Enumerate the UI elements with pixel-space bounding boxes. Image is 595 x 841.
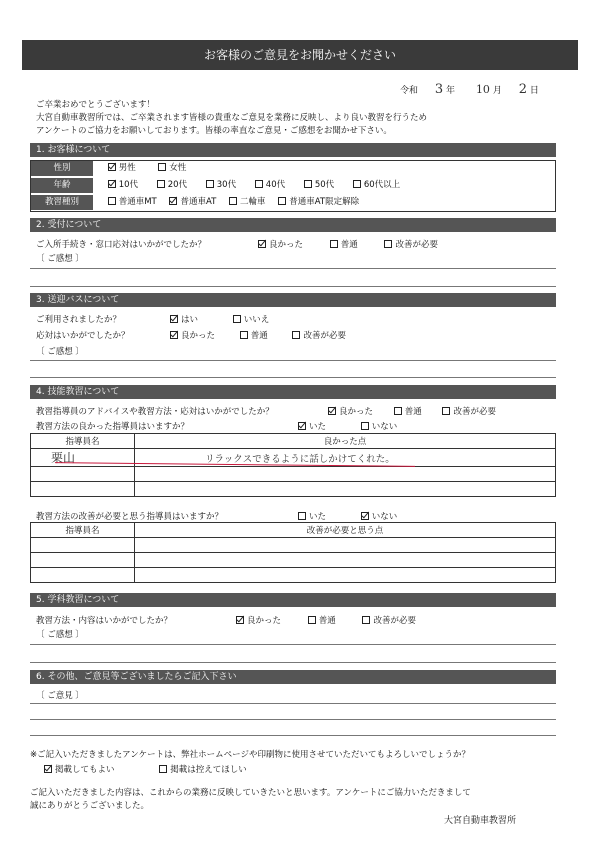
motorcycle-checkbox[interactable]	[229, 197, 237, 205]
s5-comment-label: 〔 ご感想 〕	[36, 630, 84, 640]
s3-no-label: いいえ	[243, 315, 270, 325]
s3-line	[30, 360, 556, 361]
col-instructor-name: 指導員名	[31, 434, 135, 449]
s3-comment-label: 〔 ご感想 〕	[36, 347, 84, 357]
s4-none-improve-label: いない	[371, 512, 398, 522]
s2-normal-checkbox[interactable]	[330, 240, 338, 248]
s3-yes-label: はい	[181, 315, 199, 325]
female-label: 女性	[169, 163, 187, 173]
intro-line-2: 大宮自動車教習所では、ご卒業されます皆様の貴重なご意見を業務に反映し、より良い教習を行うため	[36, 113, 428, 123]
col-improve-points: 改善が必要と思う点	[135, 523, 556, 538]
s4-options-1	[328, 405, 496, 417]
at-release-checkbox[interactable]	[278, 197, 286, 205]
at-checkbox[interactable]	[169, 197, 177, 205]
table-cell[interactable]	[135, 467, 556, 482]
day-value: 2	[518, 82, 527, 97]
table-cell[interactable]	[31, 449, 135, 467]
section-4-header: 4. 技能教習について	[30, 385, 556, 399]
page-title: お客様のご意見をお聞かせください	[22, 40, 578, 70]
s4-had-improve-checkbox[interactable]	[298, 512, 306, 520]
handwritten-instructor-name: 栗山	[51, 451, 76, 465]
s4-question-1: 教習指導員のアドバイスや教習方法・応対はいかがでしたか？	[36, 407, 274, 417]
age-30s-label: 30代	[216, 180, 237, 190]
s3-question-2: 応対はいかがでしたか？	[36, 331, 130, 341]
s5-normal-label: 普通	[318, 616, 336, 626]
s6-line	[30, 735, 556, 736]
age-40s-label: 40代	[265, 180, 286, 190]
age-row	[31, 178, 400, 193]
handwritten-good-point: リラックスできるように話しかけてくれた。	[205, 453, 395, 465]
female-checkbox[interactable]	[158, 163, 166, 171]
col-instructor-name: 指導員名	[31, 523, 135, 538]
s4-bad-checkbox[interactable]	[442, 407, 450, 415]
s2-good-label: 良かった	[269, 240, 304, 250]
s5-bad-checkbox[interactable]	[362, 616, 370, 624]
s4-had-improve-label: いた	[309, 512, 327, 522]
age-label: 年齢	[31, 178, 93, 193]
s4-had-good-label: いた	[309, 422, 327, 432]
month-value: 10	[475, 83, 490, 96]
s2-normal-label: 普通	[340, 240, 358, 250]
at-release-label: 普通車AT限定解除	[289, 197, 360, 207]
section-3-header: 3. 送迎バスについて	[30, 293, 556, 307]
s4-none-improve-checkbox[interactable]	[361, 512, 369, 520]
s3-options-1	[170, 313, 269, 325]
table-cell[interactable]	[31, 568, 135, 583]
s3-bad-label: 改善が必要	[303, 331, 346, 341]
thanks-line-1: ご記入いただきました内容は、これからの業務に反映していきたいと思います。アンケートにご協力いただきまして	[30, 788, 471, 798]
era: 令和	[400, 86, 419, 96]
table-cell[interactable]	[31, 467, 135, 482]
s4-normal-checkbox[interactable]	[394, 407, 402, 415]
gender-row	[31, 161, 186, 176]
month-unit: 月	[492, 86, 502, 96]
course-label: 教習種別	[31, 195, 93, 210]
male-checkbox[interactable]	[108, 163, 116, 171]
s2-bad-checkbox[interactable]	[384, 240, 392, 248]
male-label: 男性	[118, 163, 136, 173]
s2-good-checkbox[interactable]	[258, 240, 266, 248]
day-unit: 日	[529, 86, 539, 96]
s3-good-checkbox[interactable]	[170, 331, 178, 339]
s2-options	[258, 238, 438, 250]
table-cell[interactable]	[135, 553, 556, 568]
table-cell[interactable]	[135, 568, 556, 583]
mt-checkbox[interactable]	[108, 197, 116, 205]
age-60s-checkbox[interactable]	[353, 180, 361, 188]
s4-none-good-checkbox[interactable]	[361, 422, 369, 430]
s3-question-1: ご利用されましたか？	[36, 315, 122, 325]
thanks-line-2: 誠にありがとうございました。	[30, 801, 150, 811]
col-good-points: 良かった点	[135, 434, 556, 449]
s3-normal-checkbox[interactable]	[240, 331, 248, 339]
s5-good-checkbox[interactable]	[236, 616, 244, 624]
s4-normal-label: 普通	[404, 407, 422, 417]
table-cell[interactable]	[135, 482, 556, 497]
age-10s-checkbox[interactable]	[108, 180, 116, 188]
mt-label: 普通車MT	[118, 197, 157, 207]
publish-options	[44, 763, 247, 775]
s5-line	[30, 662, 556, 663]
s5-line	[30, 644, 556, 645]
s5-good-label: 良かった	[247, 616, 282, 626]
publish-ng-checkbox[interactable]	[159, 765, 167, 773]
motorcycle-label: 二輪車	[240, 197, 266, 207]
publish-ok-checkbox[interactable]	[44, 765, 52, 773]
improve-instructor-table	[30, 522, 556, 583]
s2-bad-label: 改善が必要	[395, 240, 438, 250]
s4-question-2: 教習方法の良かった指導員はいますか？	[36, 422, 190, 432]
age-50s-checkbox[interactable]	[304, 180, 312, 188]
s3-bad-checkbox[interactable]	[292, 331, 300, 339]
s4-had-good-checkbox[interactable]	[298, 422, 306, 430]
section-1-header: 1. お客様について	[30, 143, 556, 157]
publish-ok-label: 掲載してもよい	[55, 765, 115, 775]
age-40s-checkbox[interactable]	[255, 180, 263, 188]
table-cell[interactable]	[31, 482, 135, 497]
table-cell[interactable]	[31, 538, 135, 553]
s5-options	[236, 614, 416, 626]
year-unit: 年	[446, 86, 456, 96]
date-line	[400, 82, 539, 97]
s4-good-label: 良かった	[339, 407, 374, 417]
s2-line	[30, 268, 556, 269]
s5-bad-label: 改善が必要	[373, 616, 416, 626]
s4-question-3: 教習方法の改善が必要と思う指導員はいますか？	[36, 512, 224, 522]
s6-line	[30, 719, 556, 720]
s3-line	[30, 377, 556, 378]
s4-none-good-label: いない	[371, 422, 398, 432]
s4-bad-label: 改善が必要	[453, 407, 496, 417]
at-label: 普通車AT	[180, 197, 217, 207]
organization-name: 大宮自動車教習所	[444, 816, 517, 826]
publish-consent-note: ※ご記入いただきましたアンケートは、弊社ホームページや印刷物に使用させていただいてもよろしいでしょうか？	[30, 750, 470, 760]
s3-no-checkbox[interactable]	[233, 315, 241, 323]
s2-question: ご入所手続き・窓口応対はいかがでしたか？	[36, 240, 207, 250]
age-20s-label: 20代	[167, 180, 188, 190]
s6-line	[30, 703, 556, 704]
age-20s-checkbox[interactable]	[157, 180, 165, 188]
s2-line	[30, 286, 556, 287]
s4-options-2	[298, 420, 397, 432]
s4-good-checkbox[interactable]	[328, 407, 336, 415]
section-5-header: 5. 学科教習について	[30, 593, 556, 607]
s4-options-3	[298, 510, 397, 522]
publish-ng-label: 掲載は控えてほしい	[170, 765, 247, 775]
s3-normal-label: 普通	[250, 331, 268, 341]
table-cell[interactable]	[31, 553, 135, 568]
age-10s-label: 10代	[118, 180, 139, 190]
s6-comment-label: 〔 ご意見 〕	[36, 691, 84, 701]
s3-options-2	[170, 329, 346, 341]
s5-normal-checkbox[interactable]	[308, 616, 316, 624]
intro-line-3: アンケートのご協力をお願いしております。皆様の率直なご意見・ご感想をお聞かせ下さい。	[36, 126, 392, 136]
table-cell[interactable]	[135, 538, 556, 553]
age-60s-label: 60代以上	[363, 180, 401, 190]
year-value: 3	[434, 82, 444, 97]
gender-label: 性別	[31, 161, 93, 176]
s3-good-label: 良かった	[181, 331, 216, 341]
section-6-header: 6. その他、ご意見等ございましたらご記入下さい	[30, 670, 556, 684]
course-row	[31, 195, 359, 210]
section-2-header: 2. 受付について	[30, 218, 556, 232]
age-30s-checkbox[interactable]	[206, 180, 214, 188]
s2-comment-label: 〔 ご感想 〕	[36, 254, 84, 264]
intro-line-1: ご卒業おめでとうございます！	[36, 100, 156, 110]
s3-yes-checkbox[interactable]	[170, 315, 178, 323]
s5-question: 教習方法・内容はいかがでしたか？	[36, 616, 173, 626]
age-50s-label: 50代	[314, 180, 335, 190]
